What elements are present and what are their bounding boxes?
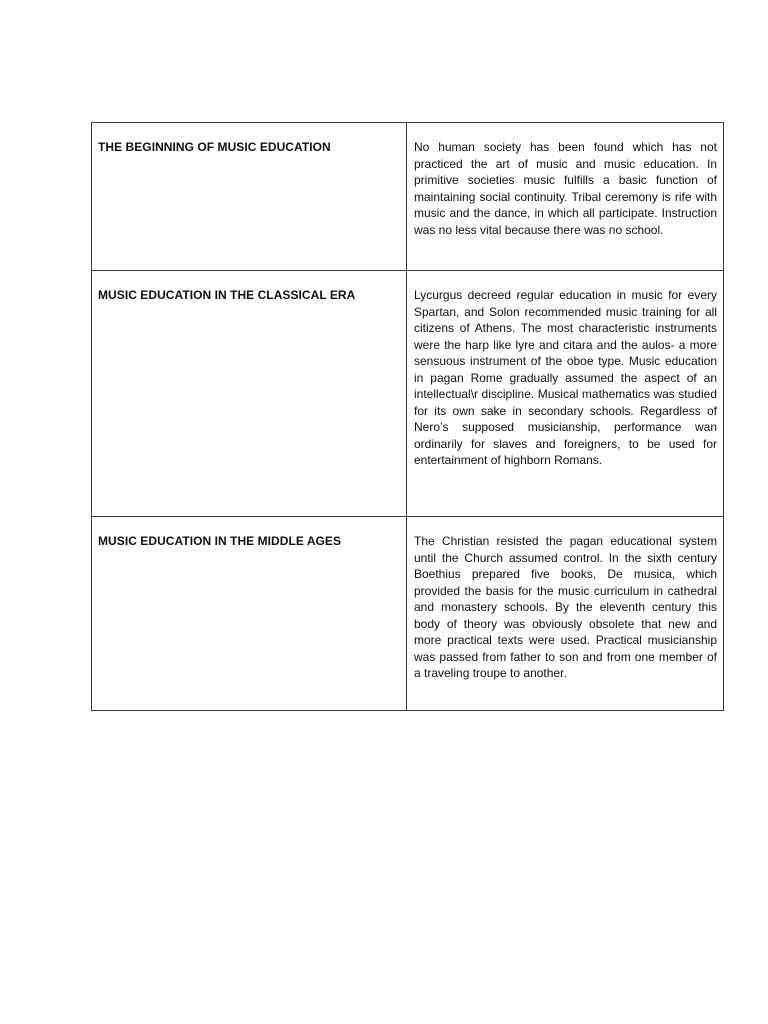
topic-cell (92, 123, 407, 271)
table-row (92, 123, 724, 271)
description-cell (407, 271, 724, 517)
description-cell (407, 517, 724, 711)
description-text: No human society has been found which has not practiced the art of music and music education. In primitive societies music fulfills a basic function of maintaining social continuity. Tribal ceremony is rife with music and the dance, in which all participate. Instruction was no less vital because there was no school. (414, 140, 717, 237)
description-cell (407, 123, 724, 271)
topic-heading: MUSIC EDUCATION IN THE CLASSICAL ERA (98, 288, 356, 302)
topic-cell (92, 517, 407, 711)
table-row (92, 517, 724, 711)
topic-heading: MUSIC EDUCATION IN THE MIDDLE AGES (98, 534, 342, 548)
topic-heading: THE BEGINNING OF MUSIC EDUCATION (98, 140, 331, 154)
music-education-table (91, 122, 724, 711)
description-text: The Christian resisted the pagan educational system until the Church assumed control. In the sixth century Boethius prepared five books, De musica, which provided the basis for the music curriculum in cathedral and monastery schools. By the eleventh century this body of theory was obviously obsolete that new and more practical texts were used. Practical musicianship was passed from father to son and from one member of a traveling troupe to another. (414, 534, 717, 680)
topic-cell (92, 271, 407, 517)
table-row (92, 271, 724, 517)
description-text: Lycurgus decreed regular education in music for every Spartan, and Solon recommended music training for all citizens of Athens. The most characteristic instruments were the harp like lyre and citara and the aulos- a more sensuous instrument of the oboe type. Music education in pagan Rome gradually assumed the aspect of an intellectual\r discipline. Musical mathematics was studied for its own sake in secondary schools. Regardless of Nero’s supposed musicianship, performance wan ordinarily for slaves and foreigners, to be used for entertainment of highborn Romans. (414, 288, 717, 467)
